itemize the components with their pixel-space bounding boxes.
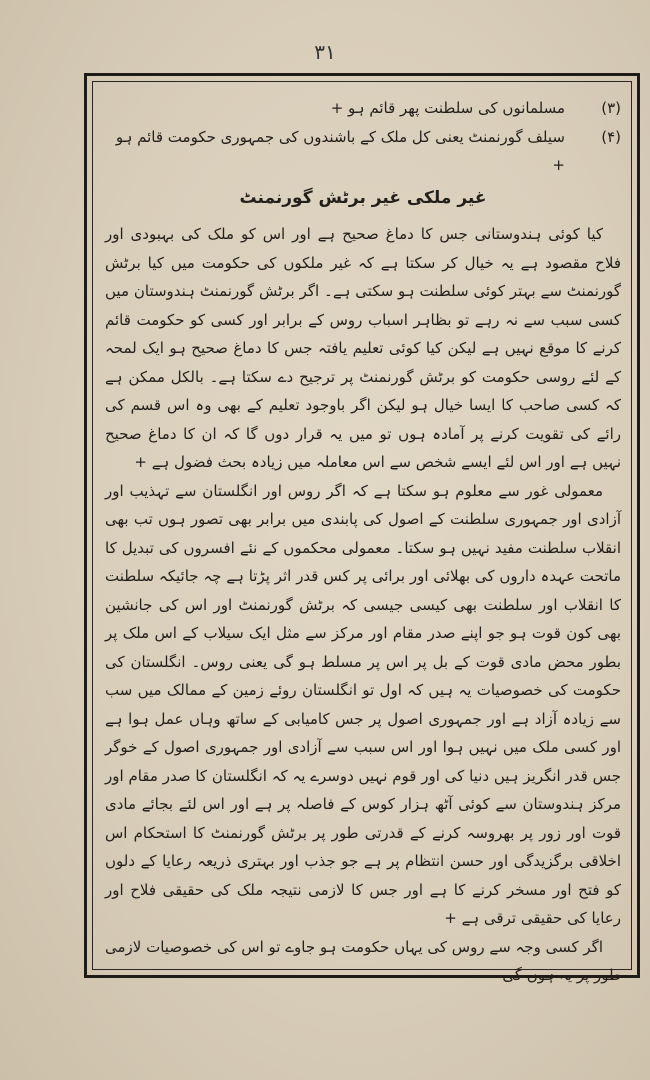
page-number: ۳۱ — [314, 40, 336, 64]
list-item-number: (۴) — [601, 127, 621, 146]
section-heading: غیر ملکی غیر برٹش گورنمنٹ — [239, 187, 487, 208]
list-item-text: مسلمانوں کی سلطنت پھر قائم ہو + — [330, 99, 565, 117]
page-border-frame — [84, 73, 640, 984]
paragraph: کیا کوئی ہندوستانی جس کا دماغ صحیح ہے اور اس کو ملک کی بہبودی اور فلاح مقصود ہے یہ خیال کر سکتا ہے کہ غیر ملکوں کی حکومت میں کیا برٹش گورنمنٹ سے بہتر کوئی سلطنت ہو سکتی ہے۔ اگر برٹش گورنمنٹ ہندوستان میں کسی سبب سے نہ رہے تو بظاہر اسباب روس کے برابر اور کسی کو حکومت قائم کرنے کا موقع نہیں ہے لیکن کیا کوئی تعلیم یافتہ جس کا دماغ صحیح ہو ایک لمحہ کے لئے روسی حکومت کو برٹش گورنمنٹ پر ترجیح دے سکتا ہے۔ بالکل ممکن ہے کہ کسی صاحب کا ایسا خیال ہو لیکن اگر باوجود تعلیم کے بھی وہ اس قسم کی رائے کی تقویت کرنے پر آمادہ ہوں تو میں یہ قرار دوں گا کہ ان کا دماغ صحیح نہیں ہے اور اس لئے ایسے شخص سے اس معاملہ میں زیادہ بحث فضول ہے + — [105, 225, 621, 471]
page-text — [105, 94, 621, 984]
list-item-text: سیلف گورنمنٹ یعنی کل ملک کے باشندوں کی جمہوری حکومت قائم ہو + — [115, 127, 565, 174]
paragraph: اگر کسی وجہ سے روس کی یہاں حکومت ہو جاوے تو اس کی خصوصیات لازمی طور پر یہ ہوں گی — [105, 937, 621, 984]
list-item — [105, 123, 621, 180]
list-item — [105, 94, 621, 123]
paragraph: معمولی غور سے معلوم ہو سکتا ہے کہ اگر روس اور انگلستان سے تہذیب اور آزادی اور جمہوری سلطنت کے اصول کی پابندی میں برابر بھی تصور ہوں تب بھی انقلاب سلطنت مفید نہیں ہو سکتا۔ معمولی محکموں کے نئے افسروں کی تبدیل کا ماتحت عہدہ داروں کی بھلائی اور برائی پر کس قدر اثر پڑتا ہے چہ جائیکہ سلطنت کا انقلاب اور سلطنت بھی کیسی جیسی کہ برٹش گورنمنٹ اور اس کی جانشین بھی کون قوت ہو جو اپنے صدر مقام اور مرکز سے مثل ایک سیلاب کے اس ملک پر بطور محض مادی قوت کے بل پر اس پر مسلط ہو گی یعنی روس۔ انگلستان کی حکومت کی خصوصیات یہ ہیں کہ اول تو انگلستان روئے زمین کے ممالک میں سب سے زیادہ آزاد ہے اور جمہوری اصول پر جس کامیابی کے ساتھ وہاں عمل ہوا ہے اور کسی ملک میں نہیں ہوا اور اس سبب سے آزادی اور جمہوری اصول کے خوگر جس قدر انگریز ہیں دنیا کی اور قوم نہیں دوسرے یہ کہ انگلستان کا صدر مقام اور مرکز ہندوستان سے کوئی آٹھ ہزار کوس کے فاصلہ پر ہے اور اس لئے بجائے مادی قوت اور زور پر بھروسہ کرنے کے قدرتی طور پر برٹش گورنمنٹ کا استحکام اس اخلاقی برگزیدگی اور حسن انتظام پر ہے جو جذب اور بہتری ذریعہ رعایا کے دلوں کو فتح اور مسخر کرنے کا ہے اور جس کا لازمی نتیجہ ملک کی حقیقی فلاح اور رعایا کی حقیقی ترقی ہے + — [105, 481, 621, 927]
list-item-number: (۳) — [601, 99, 621, 117]
